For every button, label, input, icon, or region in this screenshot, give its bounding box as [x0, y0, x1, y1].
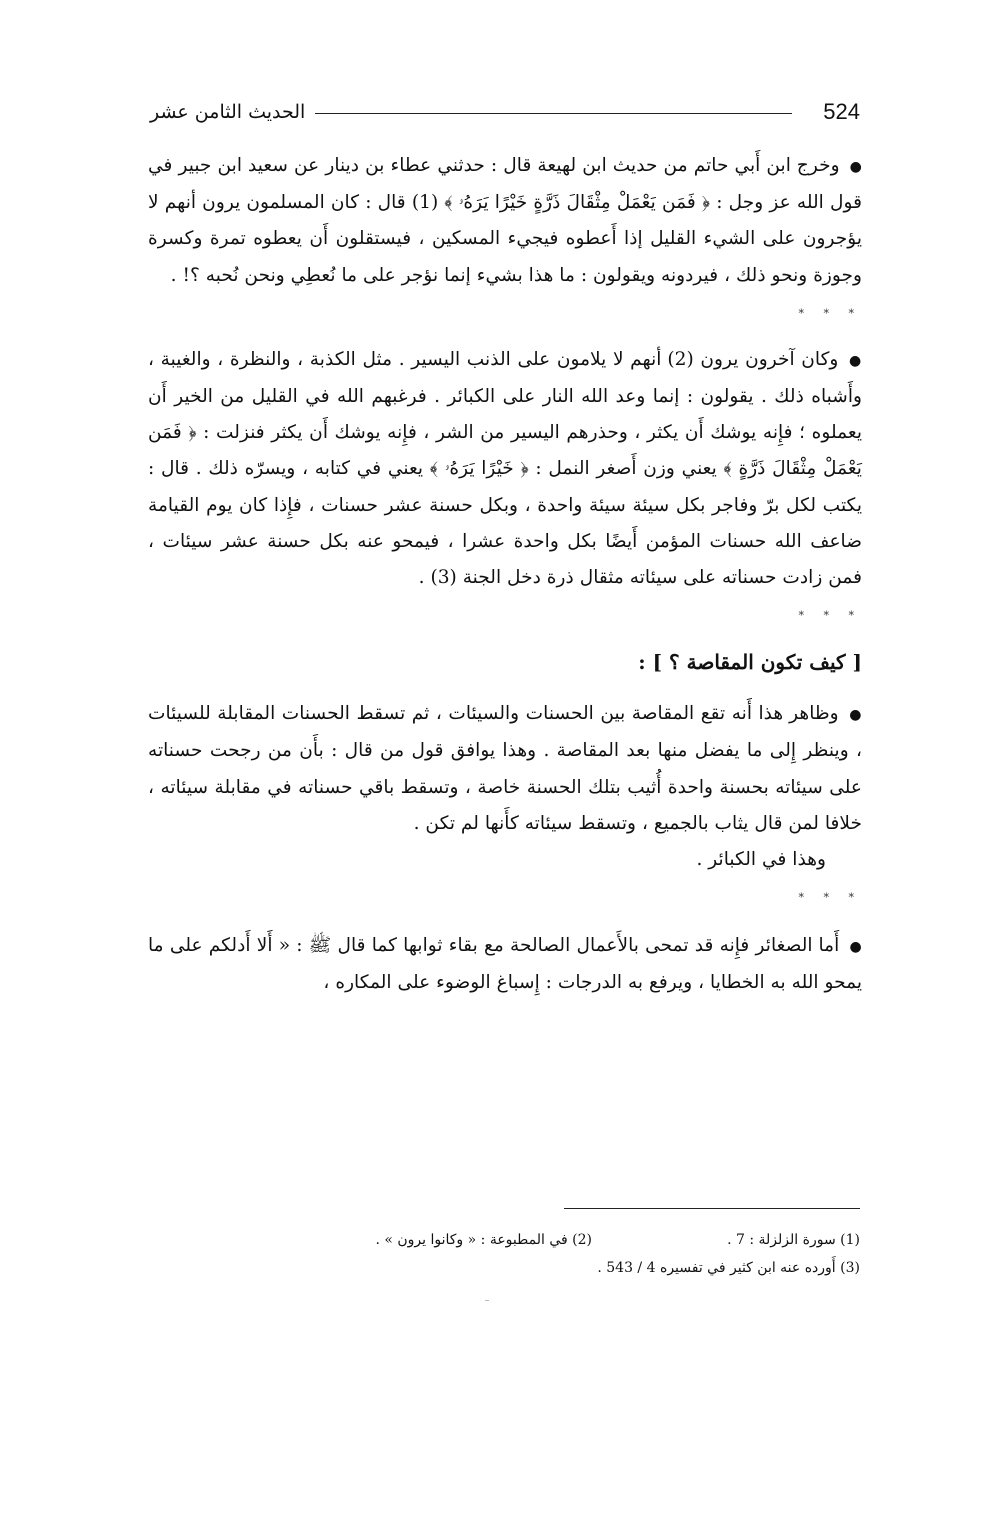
footnote-2: (2) في المطبوعة : « وكانوا يرون » . — [375, 1232, 592, 1248]
section-separator: * * * — [798, 306, 862, 320]
section-separator: * * * — [798, 609, 862, 623]
footnote-rule — [564, 1208, 860, 1209]
paragraph-1 — [148, 148, 862, 294]
footnote-3: (3) أَورده عنه ابن كثير في تفسيره 4 / 543 . — [597, 1260, 860, 1276]
paragraph-4 — [148, 928, 862, 1001]
section-separator: * * * — [798, 891, 862, 905]
bullet-icon: ● — [849, 352, 862, 369]
paragraph-2 — [148, 342, 862, 596]
bullet-icon: ● — [849, 939, 862, 956]
paragraph-3-text: وظاهر هذا أَنه تقع المقاصة بين الحسنات والسيئات ، ثم تسقط الحسنات المقابلة للسيئات ، وينظر إِلى ما يفضل منها بعد المقاصة . وهذا يوافق قول من قال : بأَن من رجحت حسناته على سيئاته بحسنة واحدة أُثيب بتلك الحسنة خاصة ، وتسقط باقي حسناته في مقابلة سيئاته ، خلافا لمن قال يثاب بالجميع ، وتسقط سيئاته كأَنها لم تكن . — [148, 703, 862, 834]
paragraph-3b-text: وهذا في الكبائر . — [696, 849, 826, 871]
scan-speck — [485, 1300, 489, 1301]
paragraph-2-text: وكان آخرون يرون (2) أنهم لا يلامون على الذنب اليسير . مثل الكذبة ، والنظرة ، والغيبة ، وأَشباه ذلك . يقولون : إنما وعد الله النار على الكبائر . فرغبهم الله في القليل من الخير أَن يعملوه ؛ فإِنه يوشك أَن يكثر ، وحذرهم اليسير من الشر ، فإِنه يوشك أَن يكثر فنزلت : ﴿ فَمَن يَعْمَلْ مِثْقَالَ ذَرَّةٍ ﴾ يعني وزن أَصغر النمل : ﴿ خَيْرًا يَرَهُۥ ﴾ يعني في كتابه ، ويسرّه ذلك . قال : يكتب لكل برّ وفاجر بكل سيئة سيئة واحدة ، وبكل حسنة عشر حسنات ، فإِذا كان يوم القيامة ضاعف الله حسنات المؤمن أَيضًا بكل واحدة عشرا ، فيمحو عنه بكل حسنة عشر سيئات ، فمن زادت حسناته على سيئاته مثقال ذرة دخل الجنة (3) . — [148, 348, 862, 589]
page-body — [148, 148, 862, 1002]
page-header — [150, 94, 860, 130]
header-rule — [315, 113, 792, 114]
running-title: الحديث الثامن عشر — [150, 101, 306, 123]
footnotes — [220, 1226, 860, 1282]
bullet-icon: ● — [849, 159, 862, 175]
paragraph-3 — [148, 696, 862, 842]
paragraph-3-continuation — [148, 842, 862, 878]
page-number: 524 — [823, 99, 860, 124]
paragraph-1-text: وخرج ابن أَبي حاتم من حديث ابن لهيعة قال : حدثني عطاء بن دينار عن سعيد ابن جبير في قول الله عز وجل : ﴿ فَمَن يَعْمَلْ مِثْقَالَ ذَرَّةٍ خَيْرًا يَرَهُۥ ﴾ (1) قال : كان المسلمون يرون أنهم لا يؤجرون على الشيء القليل إذا أَعطوه فيجيء المسكين ، فيستقلون أَن يعطوه تمرة وكسرة وجوزة ونحو ذلك ، فيردونه ويقولون : ما هذا بشيء إنما نؤجر على ما نُعطِي ونحن نُحبه ؟! . — [148, 155, 862, 286]
footnote-1: (1) سورة الزلزلة : 7 . — [727, 1232, 860, 1248]
paragraph-4-text: أَما الصغائر فإِنه قد تمحى بالأَعمال الصالحة مع بقاء ثوابها كما قال ﷺ : « أَلا أَدلكم على ما يمحو الله به الخطايا ، ويرفع به الدرجات : إِسباغ الوضوء على المكاره ، — [148, 935, 862, 994]
footnote-row — [220, 1254, 860, 1282]
section-heading: [ كيف تكون المقاصة ؟ ] : — [638, 650, 862, 675]
bullet-icon: ● — [849, 707, 862, 724]
footnote-row — [220, 1226, 860, 1254]
